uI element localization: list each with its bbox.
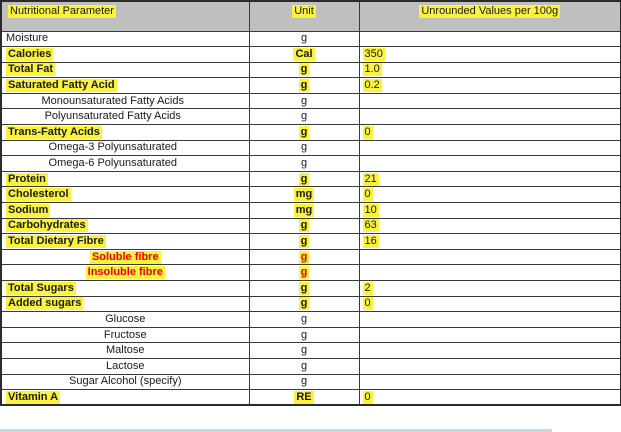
value-cell-text: 2 <box>364 281 371 294</box>
parameter-cell-text: Insoluble fibre <box>87 266 163 279</box>
value-cell <box>359 327 621 343</box>
parameter-cell-text: Soluble fibre <box>91 250 159 263</box>
value-cell <box>359 374 621 390</box>
unit-cell-text: g <box>300 235 308 248</box>
parameter-cell-text: Added sugars <box>8 297 82 310</box>
unit-cell-text: mg <box>295 188 313 201</box>
parameter-cell-text: Glucose <box>105 312 146 325</box>
value-cell <box>359 203 621 219</box>
value-cell-text: 0 <box>364 125 371 138</box>
value-cell-text: 1.0 <box>364 63 380 76</box>
table-row <box>1 109 621 125</box>
table-row <box>1 343 621 359</box>
unit-cell <box>249 234 359 250</box>
parameter-cell-text: Omega-6 Polyunsaturated <box>48 157 177 170</box>
header-row <box>1 1 621 31</box>
unit-cell-text: mg <box>295 203 313 216</box>
unit-cell-text: g <box>300 125 308 138</box>
unit-cell-text: g <box>300 266 308 279</box>
parameter-cell-text: Omega-3 Polyunsaturated <box>48 141 177 154</box>
unit-cell <box>249 78 359 94</box>
value-cell <box>359 78 621 94</box>
value-cell <box>359 31 621 47</box>
unit-cell <box>249 203 359 219</box>
parameter-cell <box>1 31 249 47</box>
parameter-cell-text: Sodium <box>8 203 49 216</box>
parameter-cell <box>1 171 249 187</box>
value-cell <box>359 156 621 172</box>
unit-cell-text: g <box>300 375 308 388</box>
value-cell-text: 10 <box>364 203 377 216</box>
table-row <box>1 187 621 203</box>
value-cell <box>359 187 621 203</box>
parameter-cell <box>1 296 249 312</box>
parameter-cell <box>1 140 249 156</box>
value-cell-text: 21 <box>364 172 377 185</box>
value-cell-text: 0 <box>364 188 371 201</box>
value-cell <box>359 140 621 156</box>
table-row <box>1 234 621 250</box>
unit-cell-text: g <box>300 312 308 325</box>
unit-cell-text: g <box>300 94 308 107</box>
table-row <box>1 203 621 219</box>
unit-cell <box>249 140 359 156</box>
unit-cell <box>249 109 359 125</box>
value-cell <box>359 125 621 141</box>
unit-cell <box>249 156 359 172</box>
table-row <box>1 374 621 390</box>
unit-cell-text: g <box>300 250 308 263</box>
parameter-cell-text: Saturated Fatty Acid <box>8 79 115 92</box>
value-cell <box>359 296 621 312</box>
table-row <box>1 47 621 63</box>
value-cell <box>359 218 621 234</box>
unit-cell-text: g <box>300 110 308 123</box>
value-cell <box>359 390 621 406</box>
header-cell-unrounded-values <box>359 1 621 31</box>
unit-cell <box>249 265 359 281</box>
header-cell-unit <box>249 1 359 31</box>
unit-cell <box>249 93 359 109</box>
unit-cell-text: g <box>300 32 308 45</box>
unit-cell <box>249 218 359 234</box>
parameter-cell-text: Monounsaturated Fatty Acids <box>41 94 184 107</box>
unit-cell-text: g <box>300 219 308 232</box>
unit-cell <box>249 296 359 312</box>
parameter-cell-text: Maltose <box>105 344 145 357</box>
parameter-cell <box>1 312 249 328</box>
value-cell-text: 0 <box>364 390 371 403</box>
unit-cell <box>249 281 359 297</box>
parameter-cell-text: Total Dietary Fibre <box>8 235 104 248</box>
header-cell-nutritional-parameter <box>1 1 249 31</box>
parameter-cell <box>1 234 249 250</box>
table-row <box>1 249 621 265</box>
table-row <box>1 31 621 47</box>
unit-cell-text: Cal <box>295 47 313 60</box>
parameter-cell <box>1 390 249 406</box>
table-row <box>1 358 621 374</box>
table-body <box>1 31 621 405</box>
unit-cell-text: RE <box>296 390 312 403</box>
unit-cell <box>249 171 359 187</box>
parameter-cell <box>1 343 249 359</box>
unit-cell-text: g <box>300 63 308 76</box>
value-cell <box>359 171 621 187</box>
value-cell-text: 63 <box>364 219 377 232</box>
parameter-cell-text: Cholesterol <box>8 188 69 201</box>
value-cell <box>359 93 621 109</box>
unit-cell <box>249 374 359 390</box>
unit-cell-text: g <box>300 359 308 372</box>
table-row <box>1 140 621 156</box>
parameter-cell-text: Moisture <box>6 32 49 45</box>
parameter-cell-text: Carbohydrates <box>8 219 86 232</box>
value-cell-text: 0.2 <box>364 79 380 92</box>
header-label-unit: Unit <box>294 5 314 17</box>
unit-cell <box>249 249 359 265</box>
unit-cell-text: g <box>300 172 308 185</box>
unit-cell <box>249 327 359 343</box>
value-cell <box>359 312 621 328</box>
value-cell <box>359 62 621 78</box>
unit-cell <box>249 312 359 328</box>
unit-cell <box>249 47 359 63</box>
parameter-cell <box>1 327 249 343</box>
parameter-cell <box>1 47 249 63</box>
unit-cell <box>249 358 359 374</box>
parameter-cell-text: Vitamin A <box>8 390 59 403</box>
parameter-cell-text: Polyunsaturated Fatty Acids <box>44 110 181 123</box>
parameter-cell-text: Trans-Fatty Acids <box>8 125 100 138</box>
parameter-cell <box>1 93 249 109</box>
parameter-cell <box>1 265 249 281</box>
table-row <box>1 93 621 109</box>
header-label-unrounded-values: Unrounded Values per 100g <box>421 5 559 17</box>
value-cell <box>359 234 621 250</box>
parameter-cell-text: Protein <box>8 172 46 185</box>
parameter-cell <box>1 281 249 297</box>
header-label-nutritional-parameter: Nutritional Parameter <box>10 5 114 17</box>
parameter-cell <box>1 62 249 78</box>
table-row <box>1 281 621 297</box>
parameter-cell-text: Sugar Alcohol (specify) <box>69 375 182 388</box>
parameter-cell <box>1 203 249 219</box>
unit-cell-text: g <box>300 141 308 154</box>
table-row <box>1 390 621 406</box>
unit-cell-text: g <box>300 328 308 341</box>
unit-cell-text: g <box>300 79 308 92</box>
table-row <box>1 312 621 328</box>
table-row <box>1 156 621 172</box>
table-row <box>1 218 621 234</box>
table-row <box>1 296 621 312</box>
parameter-cell-text: Total Fat <box>8 63 54 76</box>
parameter-cell-text: Lactose <box>105 359 145 372</box>
table-row <box>1 327 621 343</box>
value-cell-text: 0 <box>364 297 371 310</box>
unit-cell-text: g <box>300 157 308 170</box>
table-row <box>1 125 621 141</box>
parameter-cell-text: Total Sugars <box>8 281 74 294</box>
unit-cell-text: g <box>300 281 308 294</box>
table-row <box>1 62 621 78</box>
parameter-cell <box>1 249 249 265</box>
value-cell-text: 16 <box>364 235 377 248</box>
value-cell <box>359 281 621 297</box>
parameter-cell <box>1 358 249 374</box>
value-cell <box>359 265 621 281</box>
unit-cell <box>249 187 359 203</box>
value-cell-text: 350 <box>364 47 383 60</box>
table-row <box>1 171 621 187</box>
value-cell <box>359 47 621 63</box>
parameter-cell <box>1 109 249 125</box>
value-cell <box>359 343 621 359</box>
parameter-cell <box>1 187 249 203</box>
unit-cell <box>249 390 359 406</box>
unit-cell <box>249 62 359 78</box>
value-cell <box>359 249 621 265</box>
table-row <box>1 78 621 94</box>
parameter-cell <box>1 78 249 94</box>
parameter-cell-text: Calories <box>8 47 52 60</box>
parameter-cell <box>1 125 249 141</box>
value-cell <box>359 109 621 125</box>
parameter-cell <box>1 156 249 172</box>
table-row <box>1 265 621 281</box>
parameter-cell-text: Fructose <box>103 328 147 341</box>
parameter-cell <box>1 374 249 390</box>
unit-cell-text: g <box>300 344 308 357</box>
parameter-cell <box>1 218 249 234</box>
unit-cell <box>249 343 359 359</box>
unit-cell <box>249 31 359 47</box>
unit-cell-text: g <box>300 297 308 310</box>
value-cell <box>359 358 621 374</box>
unit-cell <box>249 125 359 141</box>
